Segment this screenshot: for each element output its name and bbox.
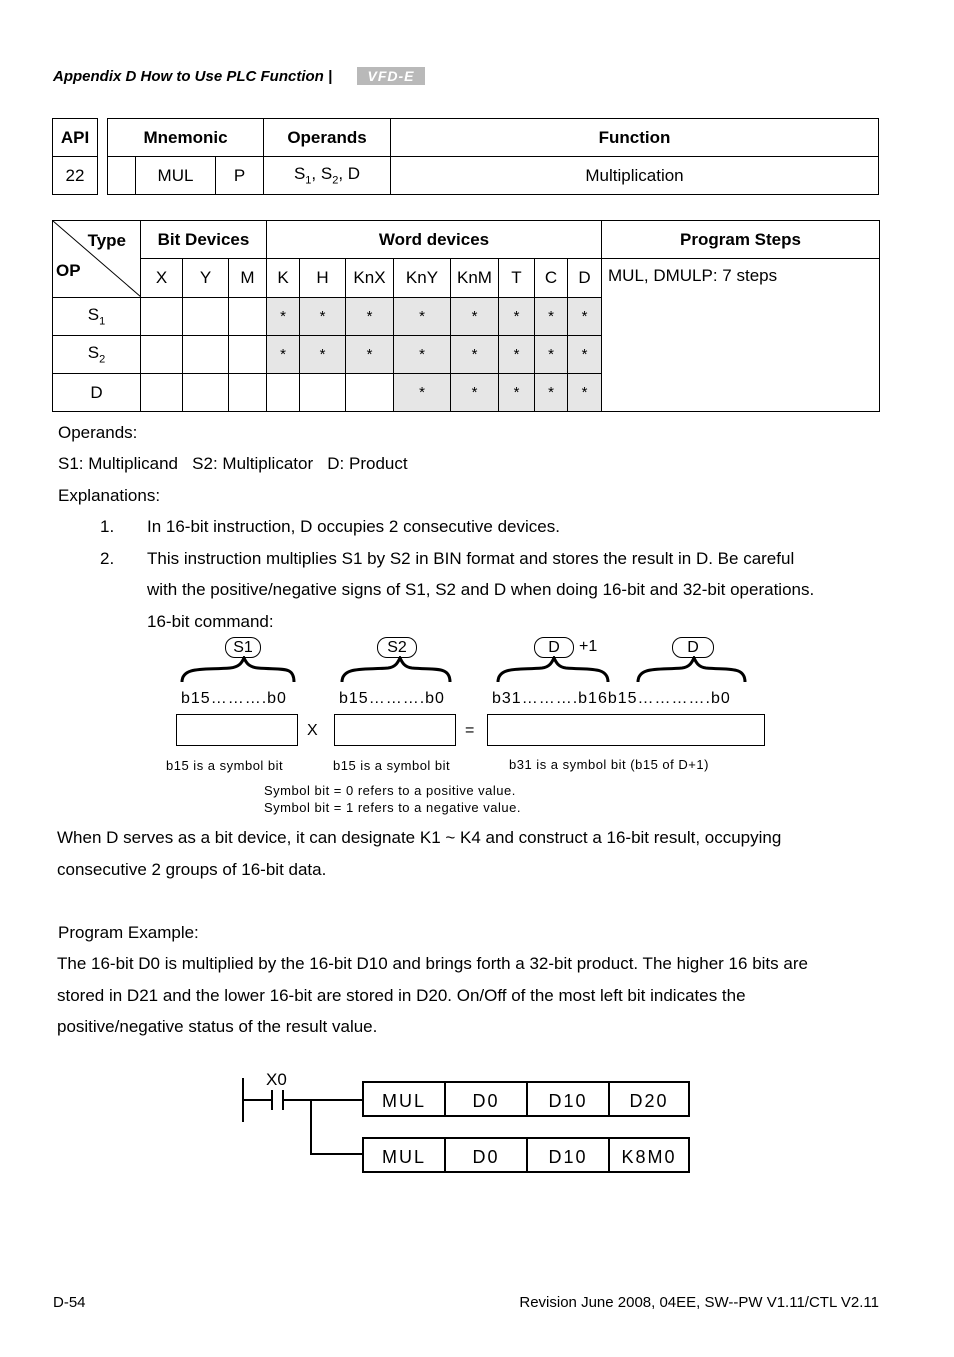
device-table — [52, 220, 880, 412]
item-2-text: This instruction multiplies S1 by S2 in BIN format and stores the result in D. Be careful — [147, 549, 795, 568]
mark-cell: * — [267, 298, 300, 336]
brace-d-low — [638, 658, 745, 682]
item-1-text: In 16-bit instruction, D occupies 2 consecutive devices. — [147, 517, 560, 536]
branch-vertical — [310, 1100, 312, 1154]
mark-cell: * — [300, 336, 346, 374]
type-label: Type — [87, 231, 126, 250]
mark-cell: * — [568, 298, 602, 336]
contact-label: X0 — [266, 1070, 287, 1089]
example-line1: The 16-bit D0 is multiplied by the 16-bit D10 and brings forth a 32-bit product. The higher 16 bits are — [57, 954, 808, 973]
col-x: X — [141, 259, 183, 298]
col-knx: KnX — [346, 259, 394, 298]
rung2-mnemonic: MUL — [362, 1137, 446, 1173]
symbol-bit-zero: Symbol bit = 0 refers to a positive value. — [264, 783, 516, 798]
s2-box — [334, 714, 456, 746]
mark-cell: * — [267, 336, 300, 374]
mark-cell: * — [300, 298, 346, 336]
operands-value: $S_1$, $S_2$, D — [264, 157, 391, 195]
brace-d-high — [498, 658, 608, 682]
rung2-src1: D0 — [444, 1137, 528, 1173]
item-2-number: 2. — [100, 549, 115, 568]
equals-sign: = — [465, 722, 475, 739]
note-s1: b15 is a symbol bit — [166, 758, 284, 773]
mark-cell: * — [394, 374, 451, 412]
col-knm: KnM — [451, 259, 499, 298]
explanations-heading: Explanations: — [58, 486, 161, 505]
rung2-src2: D10 — [526, 1137, 610, 1173]
range-s2: b15……….b0 — [339, 690, 445, 707]
op-s2: $S_2$ — [53, 336, 141, 374]
col-h: H — [300, 259, 346, 298]
function-value: Multiplication — [391, 157, 879, 195]
multiply-sign: X — [307, 722, 318, 739]
wire-rail-contact — [243, 1099, 271, 1101]
para1-line2: consecutive 2 groups of 16-bit data. — [57, 860, 327, 879]
mnemonic-value: MUL — [136, 157, 216, 195]
function-header: Function — [391, 119, 879, 157]
wire-contact-box1 — [283, 1099, 363, 1101]
header-title: Appendix D How to Use PLC Function — [53, 68, 324, 85]
mark-cell: * — [451, 374, 499, 412]
col-d: D — [568, 259, 602, 298]
api-header: API — [53, 119, 98, 157]
note-s2: b15 is a symbol bit — [333, 758, 451, 773]
revision-text: Revision June 2008, 04EE, SW--PW V1.11/CTL V2.11 — [519, 1294, 879, 1311]
s1-box — [176, 714, 298, 746]
rung1-mnemonic: MUL — [362, 1081, 446, 1117]
rung1-src1: D0 — [444, 1081, 528, 1117]
mark-cell: * — [568, 336, 602, 374]
brace-s1 — [182, 658, 294, 682]
range-d: b31……….b16b15………….b0 — [492, 690, 731, 707]
col-c: C — [535, 259, 568, 298]
bit-devices-header: Bit Devices — [141, 221, 267, 259]
op-s1: $S_1$ — [53, 298, 141, 336]
header-separator: | — [328, 68, 333, 85]
program-steps-value: MUL, DMULP: 7 steps — [602, 259, 880, 412]
command-label: 16-bit command: — [147, 612, 274, 631]
d-pill: D — [672, 637, 714, 658]
example-line2: stored in D21 and the lower 16-bit are stored in D20. On/Off of the most left bit indicates the — [57, 986, 746, 1005]
d-box — [487, 714, 765, 746]
page-header — [53, 68, 332, 85]
rung1-dest: D20 — [608, 1081, 690, 1117]
mark-cell: * — [499, 336, 535, 374]
d-plus-one-pill: D — [534, 637, 574, 658]
s1-pill: S1 — [225, 637, 261, 658]
mark-cell: * — [451, 336, 499, 374]
program-steps-header: Program Steps — [602, 221, 880, 259]
branch-horizontal — [310, 1153, 363, 1155]
pulse-flag: P — [216, 157, 264, 195]
mark-cell: * — [394, 336, 451, 374]
col-m: M — [229, 259, 267, 298]
word-devices-header: Word devices — [267, 221, 602, 259]
rung2-dest: K8M0 — [608, 1137, 690, 1173]
note-d: b31 is a symbol bit (b15 of D+1) — [509, 757, 709, 772]
vfd-e-logo: VFD-E — [357, 67, 425, 85]
contact-left-bar — [271, 1090, 273, 1110]
col-y: Y — [183, 259, 229, 298]
operands-line: S1: Multiplicand S2: Multiplicator D: Product — [58, 454, 408, 473]
symbol-bit-one: Symbol bit = 1 refers to a negative value. — [264, 800, 521, 815]
op-d: D — [53, 374, 141, 412]
mark-cell: * — [346, 298, 394, 336]
col-kny: KnY — [394, 259, 451, 298]
api-table — [52, 118, 879, 195]
operands-heading: Operands: — [58, 423, 138, 442]
example-heading: Program Example: — [58, 923, 199, 942]
brace-group — [170, 656, 770, 686]
mark-cell: * — [451, 298, 499, 336]
col-t: T — [499, 259, 535, 298]
item-1-number: 1. — [100, 517, 115, 536]
mark-cell: * — [568, 374, 602, 412]
plus-one-label: +1 — [579, 638, 598, 655]
range-s1: b15……….b0 — [181, 690, 287, 707]
mnemonic-header: Mnemonic — [108, 119, 264, 157]
mark-cell: * — [499, 374, 535, 412]
mark-cell: * — [535, 298, 568, 336]
op-label: OP — [56, 261, 81, 280]
api-number: 22 — [53, 157, 98, 195]
brace-s2 — [342, 658, 450, 682]
rung1-src2: D10 — [526, 1081, 610, 1117]
example-line3: positive/negative status of the result value. — [57, 1017, 378, 1036]
col-k: K — [267, 259, 300, 298]
s2-pill: S2 — [377, 637, 417, 658]
mark-cell: * — [346, 336, 394, 374]
mark-cell: * — [535, 374, 568, 412]
mark-cell: * — [499, 298, 535, 336]
para1-line1: When D serves as a bit device, it can designate K1 ~ K4 and construct a 16-bit result, occupying — [57, 828, 782, 847]
item-2-continuation: with the positive/negative signs of S1, S2 and D when doing 16-bit and 32-bit operations. — [147, 580, 815, 599]
page-number: D-54 — [53, 1294, 86, 1311]
mark-cell: * — [394, 298, 451, 336]
operands-header: Operands — [264, 119, 391, 157]
type-op-cell — [53, 221, 141, 298]
mark-cell: * — [535, 336, 568, 374]
